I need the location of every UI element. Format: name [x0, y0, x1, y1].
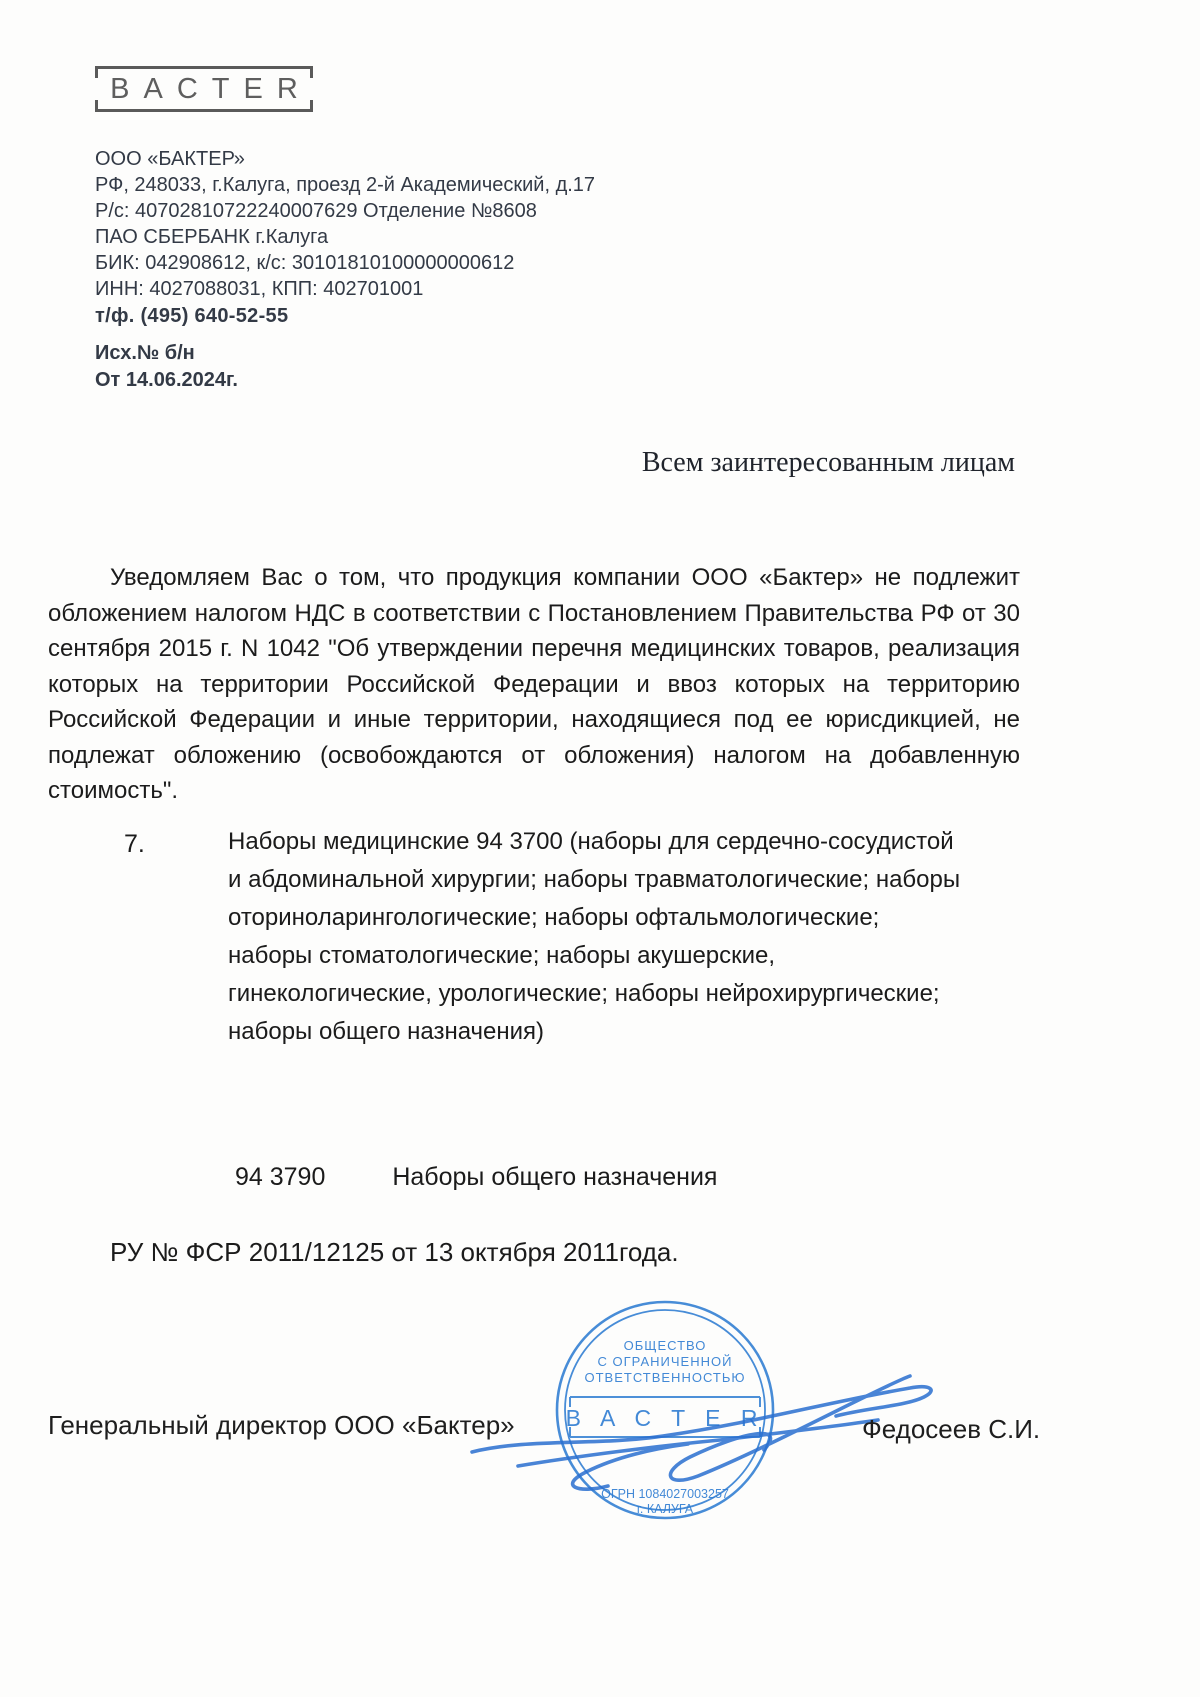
item-line: Наборы медицинские 94 3700 (наборы для сердечно-сосудистой	[228, 828, 954, 855]
svg-text:ОБЩЕСТВО: ОБЩЕСТВО	[623, 1338, 707, 1353]
registration-line: РУ № ФСР 2011/12125 от 13 октября 2011года.	[110, 1237, 679, 1267]
signer-name: Федосеев С.И.	[862, 1414, 1041, 1444]
svg-text:ОТВЕТСТВЕННОСТЬЮ: ОТВЕТСТВЕННОСТЬЮ	[584, 1370, 746, 1385]
company-phone: т/ф. (495) 640-52-55	[95, 305, 289, 327]
company-requisites	[95, 146, 595, 329]
company-address: РФ, 248033, г.Калуга, проезд 2-й Академический, д.17	[95, 174, 596, 196]
svg-text:ОГРН 1084027003257: ОГРН 1084027003257	[601, 1487, 729, 1501]
company-stamp	[458, 1280, 958, 1542]
ref-number: Исх.№ б/н	[95, 342, 195, 364]
stamp-text-bottom	[601, 1487, 729, 1516]
item-line: наборы общего назначения)	[228, 1018, 545, 1045]
sub-item-code: 94 3790	[235, 1163, 326, 1191]
signer-position: Генеральный директор ООО «Бактер»	[48, 1410, 515, 1440]
company-bank: ПАО СБЕРБАНК г.Калуга	[95, 226, 329, 248]
company-account: Р/с: 40702810722240007629 Отделение №8608	[95, 200, 537, 222]
item-number: 7.	[124, 830, 145, 858]
company-logo	[95, 66, 313, 112]
item-line: и абдоминальной хирургии; наборы травматологические; наборы	[228, 866, 961, 893]
addressee-line: Всем заинтересованным лицам	[641, 447, 1015, 478]
company-logo-text: BACTER	[110, 72, 312, 105]
company-bik: БИК: 042908612, к/с: 30101810100000000612	[95, 252, 515, 274]
stamp-text-top	[584, 1338, 745, 1385]
company-inn: ИНН: 4027088031, КПП: 402701001	[95, 278, 424, 300]
svg-text:С ОГРАНИЧЕННОЙ: С ОГРАНИЧЕННОЙ	[597, 1354, 733, 1369]
svg-text:г. КАЛУГА: г. КАЛУГА	[636, 1502, 694, 1516]
ref-block	[95, 340, 238, 394]
stamp-logo-text: B A C T E R	[565, 1405, 765, 1431]
body-paragraph: Уведомляем Вас о том, что продукция компании ООО «Бактер» не подлежит обложением налогом НДС в соответствии с Постановлением Правительства РФ от 30 сентября 2015 г. N 1042 "Об утверждении перечня медицинских товаров, реализация которых на территории Российской Федерации и ввоз которых на территорию Российской Федерации и иные территории, находящиеся под ее юрисдикцией, не подлежат обложению (освобождаются от обложения) налогом на добавленную стоимость".	[48, 564, 1020, 804]
ref-date: От 14.06.2024г.	[95, 369, 238, 391]
company-name: ООО «БАКТЕР»	[95, 148, 245, 170]
sub-item-row	[235, 1163, 717, 1192]
item-line: гинекологические, урологические; наборы нейрохирургические;	[228, 980, 940, 1007]
item-text	[228, 823, 988, 1051]
item-line: наборы стоматологические; наборы акушерские,	[228, 942, 776, 969]
item-line: оториноларингологические; наборы офтальмологические;	[228, 904, 880, 931]
sub-item-label: Наборы общего назначения	[392, 1163, 718, 1191]
